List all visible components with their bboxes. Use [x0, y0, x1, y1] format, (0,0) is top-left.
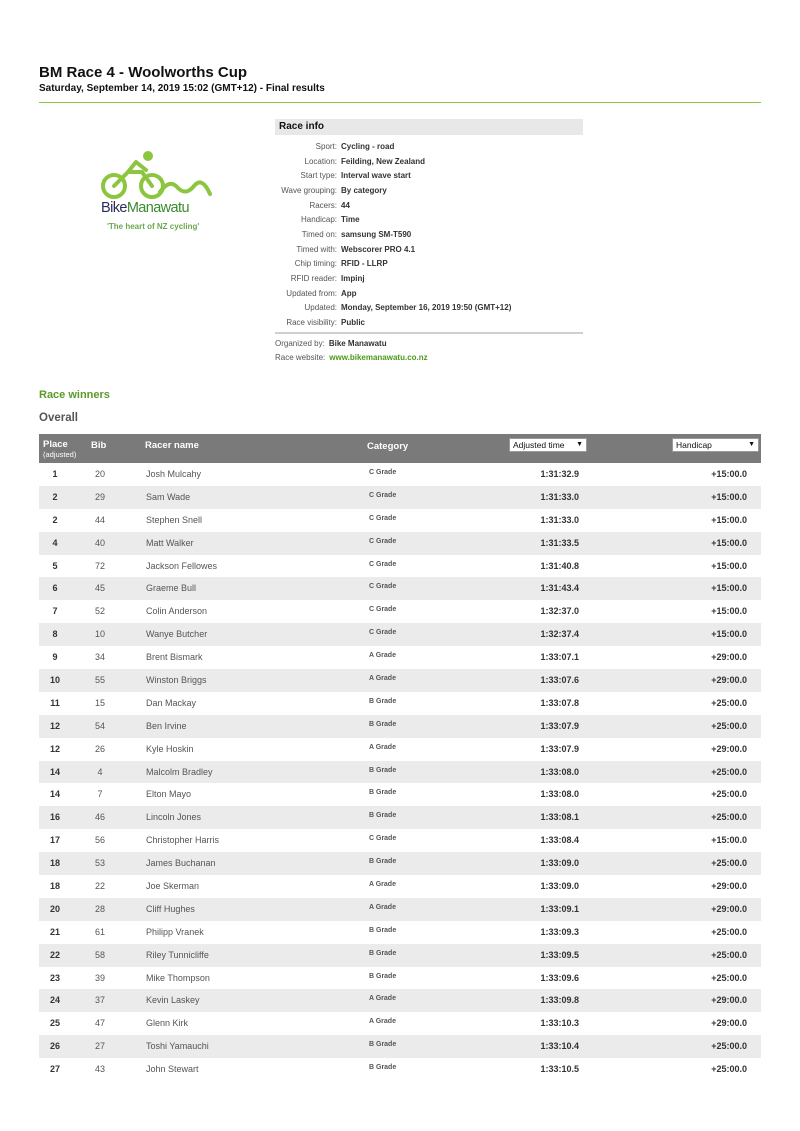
race-info-value: 44	[341, 200, 350, 210]
race-info-row	[275, 139, 583, 154]
place-cell: 9	[52, 652, 58, 663]
bib-cell: 7	[97, 789, 103, 800]
organized-by-value: Bike Manawatu	[328, 338, 387, 348]
handicap-cell: +29:00.0	[711, 743, 747, 754]
race-website-link[interactable]: www.bikemanawatu.co.nz	[329, 353, 428, 363]
table-row[interactable]	[39, 806, 761, 829]
category-cell: A Grade	[369, 995, 396, 1003]
handicap-cell: +15:00.0	[711, 491, 747, 502]
race-info-row	[275, 286, 583, 301]
place-cell: 2	[52, 514, 58, 525]
adjusted-time-cell: 1:33:10.5	[540, 1064, 579, 1075]
table-row[interactable]	[39, 738, 761, 761]
place-cell: 14	[49, 789, 60, 800]
category-cell: A Grade	[369, 675, 396, 683]
race-info-label: RFID reader:	[290, 274, 337, 284]
bib-cell: 55	[94, 675, 105, 686]
adjusted-time-cell: 1:31:33.0	[540, 514, 579, 525]
adjusted-time-cell: 1:33:09.3	[540, 926, 579, 937]
racer-name-cell[interactable]: Jackson Fellowes	[146, 560, 218, 571]
place-cell: 27	[49, 1064, 60, 1075]
bib-cell: 27	[94, 1041, 105, 1052]
race-info-label: Sport:	[315, 141, 337, 151]
place-cell: 24	[49, 995, 60, 1006]
handicap-cell: +29:00.0	[711, 881, 747, 892]
race-info-label: Start type:	[300, 171, 337, 181]
racer-name-cell[interactable]: Cliff Hughes	[146, 903, 195, 914]
racer-name-cell[interactable]: Stephen Snell	[146, 514, 203, 525]
table-row[interactable]	[39, 692, 761, 715]
racer-name-cell[interactable]: Josh Mulcahy	[146, 469, 202, 479]
category-column-header[interactable]: Category	[367, 441, 409, 452]
category-cell: C Grade	[369, 606, 397, 614]
category-cell: A Grade	[369, 652, 396, 660]
category-cell: C Grade	[369, 560, 397, 568]
adjusted-time-cell: 1:33:08.1	[540, 812, 579, 823]
handicap-cell: +29:00.0	[711, 652, 747, 663]
racer-name-cell[interactable]: Sam Wade	[146, 491, 191, 502]
adjusted-time-cell: 1:33:10.3	[540, 1018, 579, 1029]
adjusted-time-cell: 1:31:43.4	[540, 583, 579, 594]
handicap-cell: +25:00.0	[711, 858, 747, 869]
bib-cell: 28	[94, 903, 105, 914]
category-cell: A Grade	[369, 881, 396, 889]
racer-name-cell[interactable]: James Buchanan	[146, 858, 216, 869]
handicap-cell: +15:00.0	[711, 629, 747, 640]
bike-manawatu-logo	[98, 148, 218, 238]
bib-cell: 29	[94, 491, 105, 502]
adjusted-time-cell: 1:31:33.5	[540, 537, 579, 548]
table-row[interactable]	[39, 783, 761, 806]
bib-cell: 72	[94, 560, 105, 571]
table-row[interactable]	[39, 989, 761, 1012]
race-info-row	[275, 168, 583, 183]
racer-name-cell[interactable]: Kevin Laskey	[146, 995, 200, 1006]
race-info-row	[275, 154, 583, 169]
bib-cell: 39	[94, 972, 105, 983]
bib-cell: 10	[94, 629, 105, 640]
race-info-value: Monday, September 16, 2019 19:50 (GMT+12)	[341, 303, 512, 313]
adjusted-time-cell: 1:31:32.9	[540, 469, 579, 479]
table-row[interactable]	[39, 577, 761, 600]
handicap-cell: +25:00.0	[711, 1041, 747, 1052]
race-info-value: Interval wave start	[341, 171, 411, 181]
table-row[interactable]	[39, 944, 761, 967]
adjusted-time-cell: 1:33:08.0	[540, 789, 579, 800]
adjusted-time-cell: 1:33:09.0	[540, 858, 579, 869]
place-cell: 12	[49, 720, 60, 731]
race-info-label: Timed with:	[296, 244, 337, 254]
bib-cell: 22	[94, 881, 105, 892]
adjusted-time-cell: 1:33:09.5	[540, 949, 579, 960]
table-row[interactable]	[39, 463, 761, 486]
table-row[interactable]	[39, 967, 761, 990]
adjusted-time-cell: 1:33:08.0	[540, 766, 579, 777]
adjusted-time-cell: 1:33:09.6	[540, 972, 579, 983]
bib-cell: 53	[94, 858, 105, 869]
logo-wordmark: BikeManawatu	[101, 200, 189, 216]
handicap-cell: +25:00.0	[711, 766, 747, 777]
chevron-down-icon: ▼	[576, 441, 583, 448]
category-cell: B Grade	[369, 926, 397, 934]
bib-cell: 40	[94, 537, 105, 548]
handicap-select-value: Handicap	[676, 440, 712, 450]
page-title: BM Race 4 - Woolworths Cup	[39, 64, 248, 81]
race-info-row	[275, 183, 583, 198]
bib-column-header[interactable]: Bib	[91, 440, 107, 451]
bib-cell: 47	[94, 1018, 105, 1029]
place-adjusted-note: (adjusted)	[43, 450, 77, 459]
adjusted-time-cell: 1:33:07.8	[540, 697, 579, 708]
results-table-body	[39, 463, 761, 1081]
bib-cell: 43	[94, 1064, 105, 1075]
adjusted-time-cell: 1:33:10.4	[540, 1041, 579, 1052]
race-info-value: Impinj	[341, 274, 365, 284]
table-row[interactable]	[39, 761, 761, 784]
results-table-header	[39, 434, 761, 463]
racer-name-cell[interactable]: Kyle Hoskin	[146, 743, 194, 754]
table-row[interactable]	[39, 829, 761, 852]
category-cell: B Grade	[369, 812, 397, 820]
bib-cell: 37	[94, 995, 105, 1006]
handicap-cell: +25:00.0	[711, 789, 747, 800]
table-row[interactable]	[39, 532, 761, 555]
bib-cell: 46	[94, 812, 105, 823]
category-cell: B Grade	[369, 720, 397, 728]
cyclist-icon	[98, 148, 218, 204]
racer-name-cell[interactable]: Riley Tunnicliffe	[146, 949, 209, 960]
category-cell: A Grade	[369, 743, 396, 751]
racer-name-cell[interactable]: Philipp Vranek	[146, 926, 204, 937]
category-cell: A Grade	[369, 903, 396, 911]
time-type-select-value: Adjusted time	[513, 440, 565, 450]
racer-name-cell[interactable]: Colin Anderson	[146, 606, 208, 617]
bib-cell: 56	[94, 835, 105, 846]
handicap-cell: +25:00.0	[711, 949, 747, 960]
adjusted-time-cell: 1:32:37.0	[540, 606, 579, 617]
handicap-select[interactable]	[672, 438, 759, 452]
bib-cell: 20	[94, 469, 105, 479]
table-row[interactable]	[39, 1012, 761, 1035]
race-info-row	[275, 257, 583, 272]
place-cell: 26	[49, 1041, 60, 1052]
table-row[interactable]	[39, 509, 761, 532]
racer-name-cell[interactable]: John Stewart	[146, 1064, 199, 1075]
race-info-value: App	[341, 288, 357, 298]
racer-name-cell[interactable]: Mike Thompson	[146, 972, 210, 983]
race-info-row	[275, 301, 583, 316]
bib-cell: 26	[94, 743, 105, 754]
adjusted-time-cell: 1:33:09.1	[540, 903, 579, 914]
handicap-cell: +25:00.0	[711, 1064, 747, 1075]
handicap-cell: +15:00.0	[711, 469, 747, 479]
bib-cell: 58	[94, 949, 105, 960]
handicap-cell: +15:00.0	[711, 537, 747, 548]
race-info-label: Updated from:	[286, 288, 337, 298]
table-row[interactable]	[39, 1035, 761, 1058]
place-cell: 12	[49, 743, 60, 754]
place-cell: 8	[52, 629, 58, 640]
racer-name-cell[interactable]: Malcolm Bradley	[146, 766, 213, 777]
place-cell: 4	[52, 537, 58, 548]
handicap-cell: +29:00.0	[711, 995, 747, 1006]
organized-by-row	[275, 336, 583, 351]
table-row[interactable]	[39, 715, 761, 738]
bib-cell: 44	[94, 514, 105, 525]
race-info-value: Public	[341, 318, 366, 328]
table-row[interactable]	[39, 623, 761, 646]
race-info-value: Feilding, New Zealand	[341, 156, 426, 166]
place-cell: 17	[49, 835, 60, 846]
race-info-label: Location:	[304, 156, 337, 166]
category-cell: C Grade	[369, 469, 397, 476]
place-cell: 1	[52, 469, 58, 479]
race-info-value: Time	[341, 215, 360, 225]
handicap-cell: +15:00.0	[711, 560, 747, 571]
racer-name-cell[interactable]: Graeme Bull	[146, 583, 197, 594]
place-cell: 22	[49, 949, 60, 960]
race-info-row	[275, 271, 583, 286]
place-cell: 6	[52, 583, 58, 594]
racer-name-cell[interactable]: Winston Briggs	[146, 675, 207, 686]
place-cell: 10	[49, 675, 60, 686]
race-info-row	[275, 242, 583, 257]
race-info-label: Handicap:	[300, 215, 337, 225]
category-cell: A Grade	[369, 1018, 396, 1026]
race-info-value: Webscorer PRO 4.1	[341, 244, 416, 254]
racer-name-cell[interactable]: Brent Bismark	[146, 652, 203, 663]
race-info-row	[275, 227, 583, 242]
handicap-cell: +25:00.0	[711, 926, 747, 937]
adjusted-time-cell: 1:33:07.9	[540, 743, 579, 754]
handicap-cell: +15:00.0	[711, 606, 747, 617]
adjusted-time-cell: 1:32:37.4	[540, 629, 579, 640]
table-row[interactable]	[39, 875, 761, 898]
overall-heading: Overall	[39, 412, 78, 424]
page-subtitle: Saturday, September 14, 2019 15:02 (GMT+12) - Final results	[39, 83, 325, 94]
handicap-cell: +25:00.0	[711, 972, 747, 983]
table-row[interactable]	[39, 646, 761, 669]
category-cell: B Grade	[369, 1064, 397, 1072]
race-info-divider	[275, 332, 583, 334]
handicap-cell: +15:00.0	[711, 514, 747, 525]
place-cell: 20	[49, 903, 60, 914]
race-info-value: Cycling - road	[341, 141, 395, 151]
racer-name-cell[interactable]: Lincoln Jones	[146, 812, 202, 823]
racer-name-cell[interactable]: Glenn Kirk	[146, 1018, 189, 1029]
category-cell: C Grade	[369, 835, 397, 843]
category-cell: B Grade	[369, 697, 397, 705]
results-table	[39, 434, 761, 1081]
racer-name-cell[interactable]: Wanye Butcher	[146, 629, 208, 640]
place-cell: 2	[52, 491, 58, 502]
place-cell: 16	[49, 812, 60, 823]
race-website-label: Race website:	[275, 353, 326, 363]
race-winners-heading: Race winners	[39, 389, 110, 401]
handicap-cell: +25:00.0	[711, 697, 747, 708]
racer-name-cell[interactable]: Joe Skerman	[146, 881, 200, 892]
race-info-value: RFID - LLRP	[341, 259, 388, 269]
racer-name-column-header[interactable]: Racer name	[145, 440, 199, 451]
race-info-table	[275, 139, 583, 330]
racer-name-cell[interactable]: Matt Walker	[146, 537, 194, 548]
table-row[interactable]	[39, 600, 761, 623]
race-info-panel	[275, 119, 583, 365]
race-info-value: samsung SM-T590	[341, 229, 412, 239]
place-cell: 18	[49, 858, 60, 869]
place-cell: 18	[49, 881, 60, 892]
chevron-down-icon: ▼	[748, 441, 755, 448]
racer-name-cell[interactable]: Ben Irvine	[146, 720, 187, 731]
category-cell: B Grade	[369, 972, 397, 980]
place-cell: 21	[49, 926, 60, 937]
bib-cell: 15	[94, 697, 105, 708]
race-info-label: Chip timing:	[294, 259, 337, 269]
table-row[interactable]	[39, 669, 761, 692]
category-cell: B Grade	[369, 858, 397, 866]
adjusted-time-cell: 1:33:09.0	[540, 881, 579, 892]
place-column-header[interactable]: Place (adjusted)	[43, 439, 77, 459]
adjusted-time-cell: 1:33:07.9	[540, 720, 579, 731]
race-info-row	[275, 315, 583, 330]
bib-cell: 61	[94, 926, 105, 937]
handicap-cell: +15:00.0	[711, 583, 747, 594]
racer-name-cell[interactable]: Christopher Harris	[146, 835, 220, 846]
table-row[interactable]	[39, 852, 761, 875]
race-info-label: Wave grouping:	[281, 185, 337, 195]
place-cell: 23	[49, 972, 60, 983]
place-cell: 11	[50, 697, 60, 708]
adjusted-time-cell: 1:33:07.1	[540, 652, 579, 663]
category-cell: B Grade	[369, 1041, 397, 1049]
place-cell: 5	[52, 560, 58, 571]
race-info-row	[275, 212, 583, 227]
category-cell: C Grade	[369, 583, 397, 591]
adjusted-time-cell: 1:33:09.8	[540, 995, 579, 1006]
header-divider	[39, 102, 761, 103]
bib-cell: 52	[94, 606, 105, 617]
race-info-label: Racers:	[309, 200, 337, 210]
handicap-cell: +15:00.0	[711, 835, 747, 846]
table-row[interactable]	[39, 898, 761, 921]
adjusted-time-cell: 1:33:08.4	[540, 835, 579, 846]
category-cell: B Grade	[369, 949, 397, 957]
category-cell: C Grade	[369, 537, 397, 545]
logo-tagline: 'The heart of NZ cycling'	[107, 222, 200, 231]
table-row[interactable]	[39, 1058, 761, 1081]
category-cell: B Grade	[369, 766, 397, 774]
organized-by-label: Organized by:	[275, 338, 325, 348]
category-cell: C Grade	[369, 491, 397, 499]
handicap-cell: +29:00.0	[711, 903, 747, 914]
place-cell: 25	[49, 1018, 60, 1029]
bib-cell: 4	[97, 766, 103, 777]
racer-name-cell[interactable]: Dan Mackay	[146, 697, 197, 708]
place-cell: 14	[49, 766, 60, 777]
race-info-label: Updated:	[304, 303, 337, 313]
racer-name-cell[interactable]: Elton Mayo	[146, 789, 192, 800]
place-cell: 7	[52, 606, 58, 617]
handicap-cell: +25:00.0	[711, 720, 747, 731]
adjusted-time-cell: 1:33:07.6	[540, 675, 579, 686]
handicap-cell: +25:00.0	[711, 812, 747, 823]
race-website-row	[275, 350, 583, 365]
category-cell: C Grade	[369, 514, 397, 522]
time-type-select[interactable]	[509, 438, 587, 452]
handicap-cell: +29:00.0	[711, 1018, 747, 1029]
table-row[interactable]	[39, 486, 761, 509]
race-info-label: Race visibility:	[286, 318, 337, 328]
adjusted-time-cell: 1:31:40.8	[540, 560, 579, 571]
handicap-cell: +29:00.0	[711, 675, 747, 686]
category-cell: B Grade	[369, 789, 397, 797]
table-row[interactable]	[39, 555, 761, 578]
bib-cell: 45	[94, 583, 105, 594]
category-cell: C Grade	[369, 629, 397, 637]
bib-cell: 34	[94, 652, 105, 663]
table-row[interactable]	[39, 921, 761, 944]
adjusted-time-cell: 1:31:33.0	[540, 491, 579, 502]
race-info-heading: Race info	[275, 119, 583, 135]
race-info-label: Timed on:	[301, 229, 337, 239]
racer-name-cell[interactable]: Toshi Yamauchi	[146, 1041, 209, 1052]
race-info-value: By category	[341, 185, 387, 195]
race-info-row	[275, 198, 583, 213]
bib-cell: 54	[94, 720, 105, 731]
